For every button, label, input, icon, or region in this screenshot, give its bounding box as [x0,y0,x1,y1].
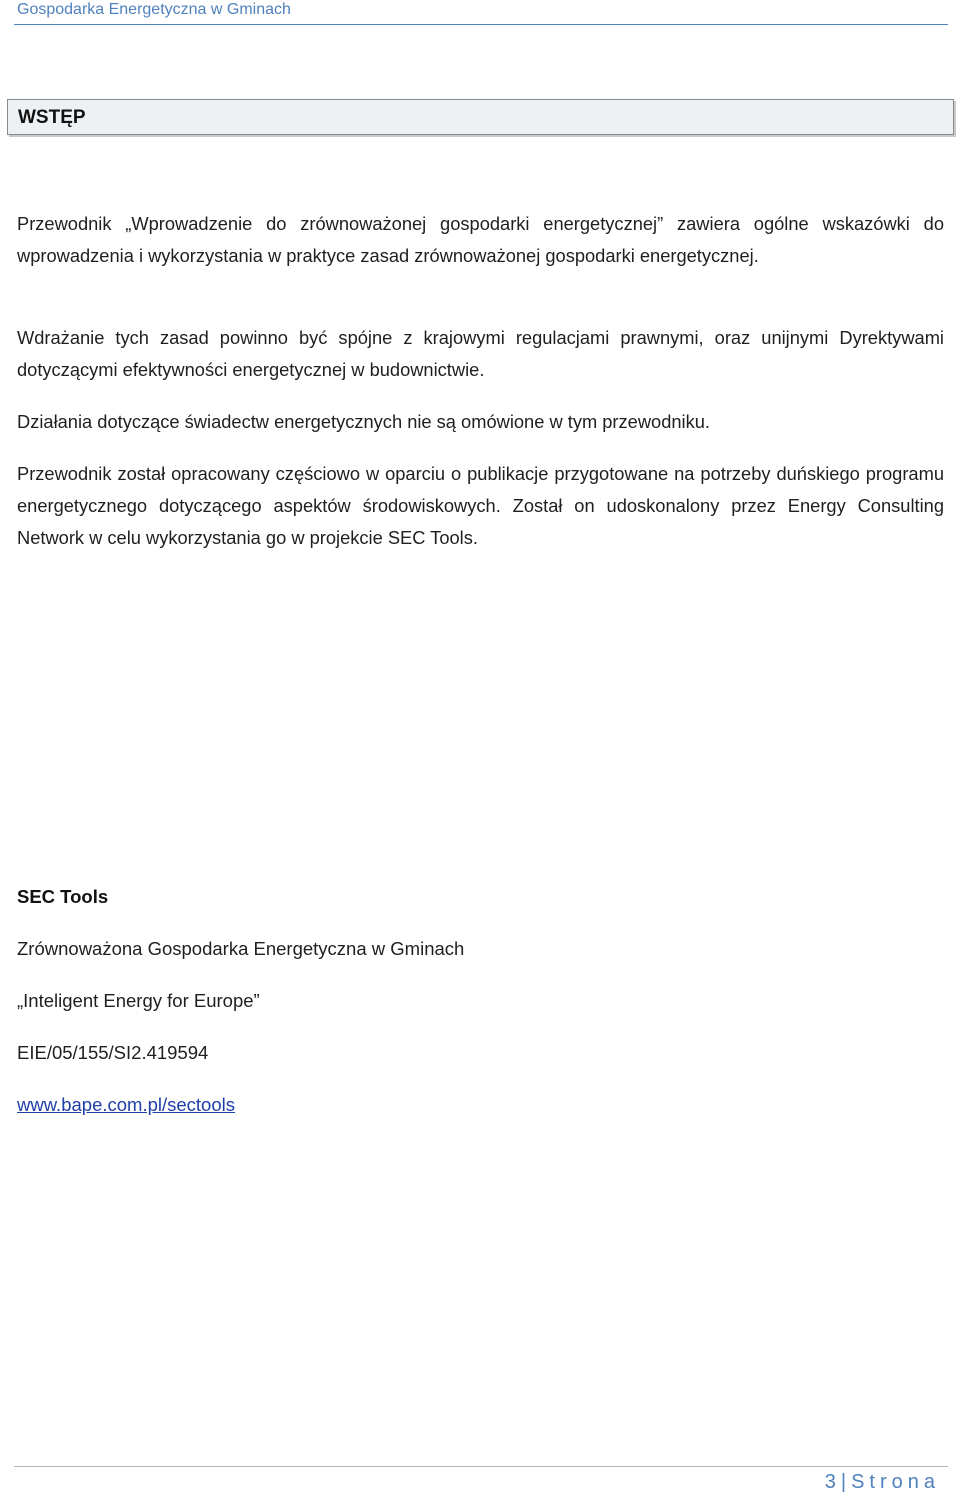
section-title: WSTĘP [18,107,86,128]
contract-number: EIE/05/155/SI2.419594 [17,1042,209,1063]
website-link[interactable]: www.bape.com.pl/sectools [17,1094,235,1115]
paragraph-certificates: Działania dotyczące świadectw energetycznych nie są omówione w tym przewodniku. [17,411,710,432]
project-info-block [17,884,944,1144]
paragraph-origin: Przewodnik został opracowany częściowo w oparciu o publikacje przygotowane na potrzeby duńskiego programu energetycznego dotyczącego aspektów środowiskowych. Został on udoskonalony przez Energy Consulting Network w celu wykorzystania go w projekcie SEC Tools. [17,463,944,548]
programme-name: „Inteligent Energy for Europe” [17,990,260,1011]
paragraph-regulations: Wdrażanie tych zasad powinno być spójne z krajowymi regulacjami prawnymi, oraz unijnymi Dyrektywami dotyczącymi efektywności energetycznej w budownictwie. [17,327,944,380]
project-title: Zrównoważona Gospodarka Energetyczna w Gminach [17,938,465,959]
section-heading-box [7,99,954,135]
page-number: 3 [824,1471,837,1493]
page-separator: | [840,1471,848,1493]
header-divider [14,24,948,25]
running-header-title: Gospodarka Energetyczna w Gminach [17,1,291,18]
page-word: Strona [851,1471,940,1493]
project-name: SEC Tools [17,886,109,907]
paragraph-intro: Przewodnik „Wprowadzenie do zrównoważonej gospodarki energetycznej” zawiera ogólne wskazówki do wprowadzenia i wykorzystania w praktyce zasad zrównoważonej gospodarki energetycznej. [17,213,944,266]
footer-divider [14,1466,948,1467]
page-number-footer [825,1470,940,1494]
